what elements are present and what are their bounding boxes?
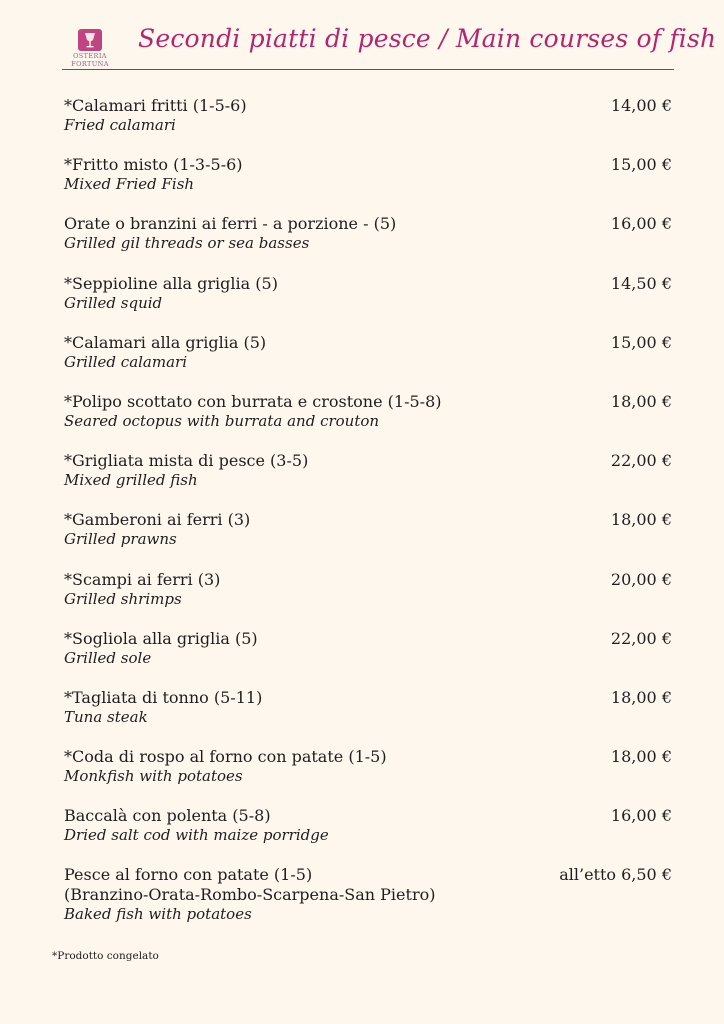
logo-text-top: OSTERIA (73, 52, 107, 60)
logo-glass-icon (77, 28, 103, 52)
dish-translation: Dried salt cod with maize porridge (64, 826, 329, 845)
dish-name: *Scampi ai ferri (3) (64, 569, 221, 589)
dish-translation: Seared octopus with burrata and crouton (64, 411, 380, 430)
dish-translation: Grilled shrimps (64, 589, 182, 608)
menu-item (64, 510, 674, 569)
dish-name: *Calamari alla griglia (5) (64, 332, 267, 352)
frozen-product-footnote: *Prodotto congelato (52, 950, 159, 962)
dish-price: all’etto 6,50 € (559, 865, 672, 885)
dish-translation: Grilled prawns (64, 530, 177, 549)
dish-name: Pesce al forno con patate (1-5) (64, 865, 313, 885)
dish-name: *Grigliata mista di pesce (3-5) (64, 451, 309, 471)
dish-name: *Calamari fritti (1-5-6) (64, 96, 247, 115)
dish-price: 20,00 € (610, 569, 672, 589)
dish-name: *Gamberoni ai ferri (3) (64, 510, 251, 530)
dish-name: *Fritto misto (1-3-5-6) (64, 155, 243, 175)
menu-list (64, 96, 674, 945)
dish-price: 18,00 € (610, 391, 672, 411)
dish-price: 14,50 € (610, 273, 672, 293)
dish-translation: Tuna steak (64, 707, 148, 726)
dish-name: *Polipo scottato con burrata e crostone (1-5-8) (64, 391, 442, 411)
dish-price: 15,00 € (610, 155, 672, 175)
dish-translation: Mixed Fried Fish (64, 175, 195, 194)
dish-price: 14,00 € (610, 96, 672, 115)
dish-price: 18,00 € (610, 747, 672, 767)
dish-translation: Baked fish with potatoes (64, 905, 252, 924)
page-title: Secondi piatti di pesce / Main courses of fish (138, 24, 717, 53)
menu-item (64, 451, 674, 510)
dish-price: 15,00 € (610, 332, 672, 352)
menu-item (64, 570, 674, 629)
menu-item (64, 333, 674, 392)
menu-item (64, 392, 674, 451)
dish-translation: Mixed grilled fish (64, 471, 198, 490)
dish-name: Baccalà con polenta (5-8) (64, 806, 271, 826)
dish-price: 18,00 € (610, 510, 672, 530)
menu-item (64, 747, 674, 806)
menu-item (64, 865, 674, 945)
dish-translation: Fried calamari (64, 116, 176, 134)
dish-varieties: (Branzino-Orata-Rombo-Scarpena-San Pietro) (64, 885, 436, 905)
dish-translation: Grilled sole (64, 648, 152, 667)
dish-translation: Monkfish with potatoes (64, 767, 243, 786)
dish-name: Orate o branzini ai ferri - a porzione - (5) (64, 214, 397, 234)
dish-price: 16,00 € (610, 806, 672, 826)
menu-header (0, 0, 724, 80)
dish-translation: Grilled calamari (64, 352, 188, 371)
dish-price: 18,00 € (610, 687, 672, 707)
restaurant-logo (62, 28, 118, 70)
dish-name: *Coda di rospo al forno con patate (1-5) (64, 747, 387, 767)
menu-item (64, 274, 674, 333)
menu-item (64, 155, 674, 214)
dish-price: 16,00 € (610, 214, 672, 234)
dish-price: 22,00 € (610, 628, 672, 648)
dish-name: *Tagliata di tonno (5-11) (64, 687, 263, 707)
dish-name: *Seppioline alla griglia (5) (64, 273, 278, 293)
menu-item (64, 806, 674, 865)
dish-translation: Grilled squid (64, 293, 163, 312)
dish-price: 22,00 € (610, 451, 672, 471)
title-divider (62, 69, 674, 70)
logo-text-bottom: FORTUNA (71, 60, 109, 68)
dish-translation: Grilled gil threads or sea basses (64, 234, 310, 253)
menu-item (64, 96, 674, 155)
menu-item (64, 214, 674, 273)
menu-item (64, 688, 674, 747)
menu-item (64, 629, 674, 688)
dish-name: *Sogliola alla griglia (5) (64, 628, 258, 648)
